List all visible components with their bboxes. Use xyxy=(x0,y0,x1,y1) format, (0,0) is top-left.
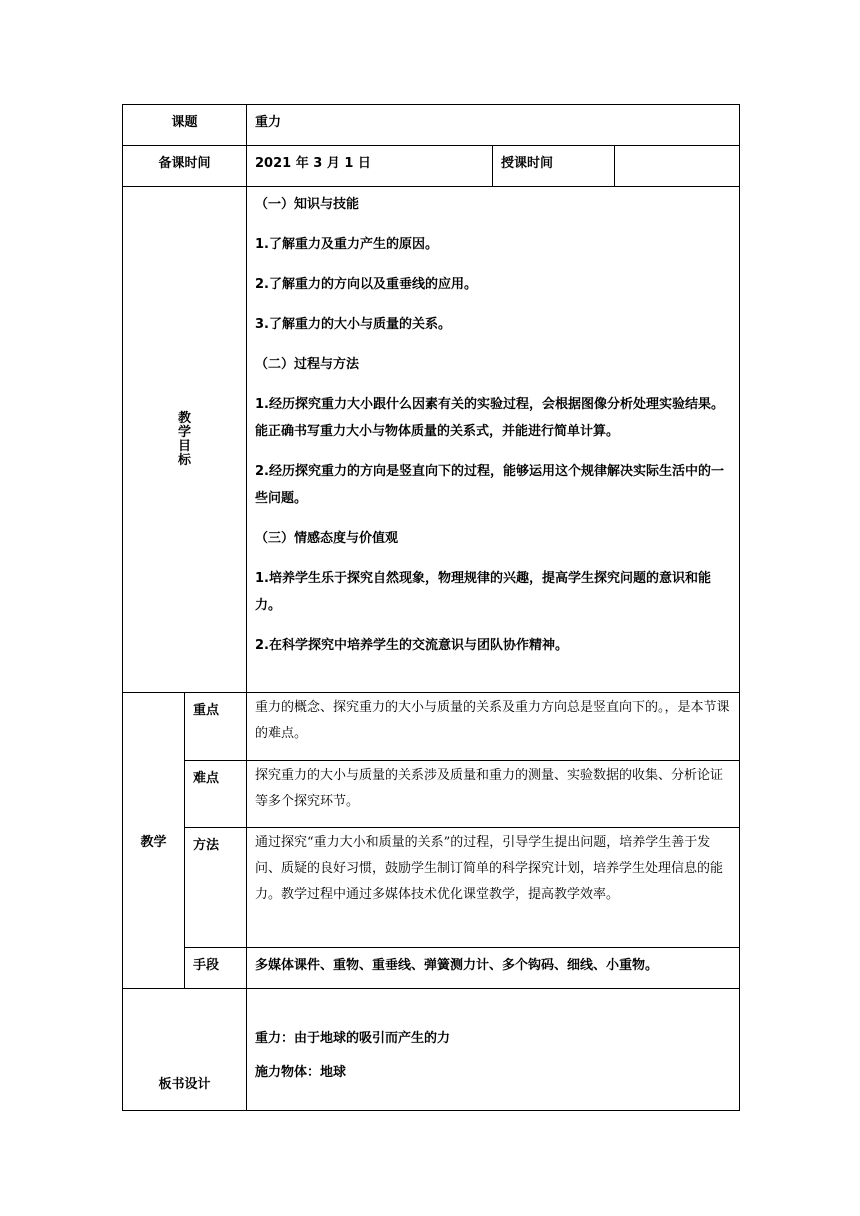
method-label: 方法 xyxy=(185,828,247,948)
objective-heading: （二）过程与方法 xyxy=(255,357,360,372)
objective-item: 3.了解重力的大小与质量的关系。 xyxy=(255,317,451,332)
objective-item: 2.了解重力的方向以及重垂线的应用。 xyxy=(255,277,477,292)
objective-item: 1.培养学生乐于探究自然现象，物理规律的兴趣，提高学生探究问题的意识和能力。 xyxy=(255,571,712,613)
objectives-label-char: 教 xyxy=(178,410,192,426)
objective-item: 2.经历探究重力的方向是竖直向下的过程，能够运用这个规律解决实际生活中的一些问题。 xyxy=(255,464,725,506)
prep-time-value: 2021 年 3 月 1 日 xyxy=(247,146,493,187)
time-row xyxy=(123,146,740,187)
topic-value: 重力 xyxy=(247,105,740,146)
means-label: 手段 xyxy=(185,948,247,989)
difficulty-row xyxy=(123,761,740,828)
objectives-row xyxy=(123,187,740,693)
objectives-label-char: 学 xyxy=(178,424,192,440)
prep-time-label: 备课时间 xyxy=(123,146,247,187)
method-row xyxy=(123,828,740,948)
means-text: 多媒体课件、重物、重垂线、弹簧测力计、多个钩码、细线、小重物。 xyxy=(247,948,740,989)
objectives-label-char: 目 xyxy=(178,438,192,454)
difficulty-text: 探究重力的大小与质量的关系涉及质量和重力的测量、实验数据的收集、分析论证等多个探究环节。 xyxy=(247,761,740,828)
topic-row xyxy=(123,105,740,146)
objective-item: 1.经历探究重力大小跟什么因素有关的实验过程，会根据图像分析处理实验结果。能正确书写重力大小与物体质量的关系式，并能进行简单计算。 xyxy=(255,397,725,439)
objective-heading: （三）情感态度与价值观 xyxy=(255,531,399,546)
board-label: 板书设计 xyxy=(123,989,247,1111)
objectives-label-char: 标 xyxy=(178,452,192,468)
board-line: 重力：由于地球的吸引而产生的力 xyxy=(255,1031,451,1046)
teach-time-label: 授课时间 xyxy=(493,146,615,187)
means-row xyxy=(123,948,740,989)
objectives-content xyxy=(247,187,740,693)
board-content xyxy=(247,989,740,1111)
lesson-plan-table xyxy=(122,104,740,1111)
teaching-label: 教学 xyxy=(123,693,185,989)
objective-item: 1.了解重力及重力产生的原因。 xyxy=(255,237,438,252)
key-point-row xyxy=(123,693,740,761)
objective-heading: （一）知识与技能 xyxy=(255,197,360,212)
objectives-label xyxy=(123,187,247,693)
method-text: 通过探究“重力大小和质量的关系”的过程，引导学生提出问题，培养学生善于发问、质疑的良好习惯，鼓励学生制订简单的科学探究计划，培养学生处理信息的能力。教学过程中通过多媒体技术优化课堂教学，提高教学效率。 xyxy=(247,828,740,948)
topic-label: 课题 xyxy=(123,105,247,146)
objective-item: 2.在科学探究中培养学生的交流意识与团队协作精神。 xyxy=(255,638,568,653)
key-point-label: 重点 xyxy=(185,693,247,761)
teach-time-value xyxy=(615,146,740,187)
board-line: 施力物体：地球 xyxy=(255,1065,347,1080)
key-point-text: 重力的概念、探究重力的大小与质量的关系及重力方向总是竖直向下的。，是本节课的难点。 xyxy=(247,693,740,761)
board-row xyxy=(123,989,740,1111)
difficulty-label: 难点 xyxy=(185,761,247,828)
